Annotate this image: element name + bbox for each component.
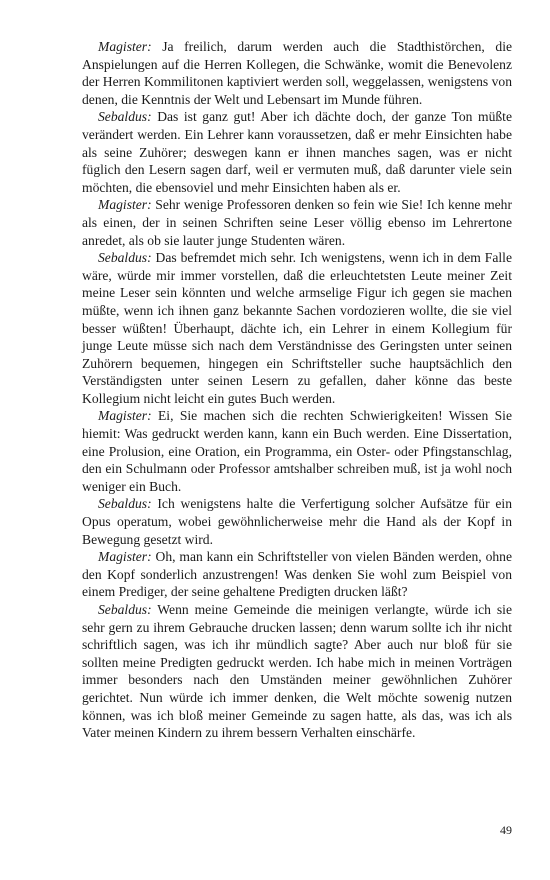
speaker-name: Sebaldus: (98, 250, 152, 266)
speaker-name: Magister: (98, 549, 152, 565)
dialogue-paragraph (82, 196, 512, 249)
dialogue-paragraph (82, 601, 512, 742)
speaker-name: Sebaldus: (98, 109, 152, 125)
dialogue-text: Ja freilich, darum werden auch die Stadthistörchen, die Anspielungen auf die Herren Kollegen, die Schwänke, womit die Benevolenz der Herren Kommilitonen kaptiviert werden soll, weggelassen, wenigstens von denen, die Kenntnis der Welt und Lebensart im Munde führen. (82, 39, 512, 107)
dialogue-paragraph (82, 249, 512, 407)
dialogue-paragraph (82, 108, 512, 196)
speaker-name: Magister: (98, 39, 152, 54)
dialogue-text: Ei, Sie machen sich die rechten Schwierigkeiten! Wissen Sie hiemit: Was gedruckt werden kann, kann ein Buch werden. Eine Dissertation, eine Prolusion, eine Oration, ein Programma, ein Oster- oder Pfingstanschlag, den ein Schulmann oder Professor amtshalber schreiben muß, ist ja wohl noch weniger ein Buch. (82, 408, 512, 494)
page-number: 49 (500, 823, 512, 837)
dialogue-paragraph (82, 407, 512, 495)
speaker-name: Sebaldus: (98, 602, 152, 617)
speaker-name: Magister: (98, 197, 152, 213)
dialogue-paragraph (82, 38, 512, 108)
dialogue-text: Das ist ganz gut! Aber ich dächte doch, der ganze Ton müßte verändert werden. Ein Lehrer kann voraussetzen, daß er mehr Einsichten habe als seine Zuhörer; deswegen kann er ihnen manches sagen, was er nicht füglich den Lesern sagen darf, weil er vermuten muß, daß darunter viele sein möchten, die ebensoviel und mehr Einsichten haben als er. (82, 109, 512, 195)
page-body (82, 38, 512, 742)
dialogue-text: Wenn meine Gemeinde die meinigen verlangte, würde ich sie sehr gern zu ihrem Gebrauche drucken lassen; denn warum sollte ich ihr nicht schriftlich sagen, was ich ihr mündlich sagte? Aber auch nur bloß für sie sollten meine Predigten gedruckt werden. Ich habe mich in meinen Vorträgen immer besonders nach den Umständen meiner gewöhnlichen Zuhörer gerichtet. Nun würde ich immer denken, die Welt möchte sowenig nutzen können, was ich bloß meiner Gemeinde zu sagen hatte, als das, was ich als Vater meinen Kindern zu ihrem bessern Verhalten einschärfe. (82, 602, 512, 741)
dialogue-text: Oh, man kann ein Schriftsteller von vielen Bänden werden, ohne den Kopf sonderlich anzustrengen! Was denken Sie wohl zum Beispiel von einem Prediger, der seine gehaltene Predigten drucken läßt? (82, 549, 512, 600)
speaker-name: Magister: (98, 408, 152, 424)
dialogue-text: Das befremdet mich sehr. Ich wenigstens, wenn ich in dem Falle wäre, würde mir immer vorstellen, daß die erleuchtetsten Leute meiner Zeit meine Leser sein könnten und welche armselige Figur ich gegen sie machen müßte, wenn ich ihnen ganz bekannte Sachen vordozieren wollte, die sie viel besser wüßten! Überhaupt, dächte ich, ein Lehrer in einem Kollegium für junge Leute müsse sich nach dem Verständnisse des Geringsten unter seinen Zuhörern bequemen, hingegen ein Schriftsteller suche hauptsächlich den Verständigsten unter seinen Lesern zu gefallen, daher könne das beste Kollegium nicht leicht ein gutes Buch werden. (82, 250, 512, 406)
dialogue-paragraph (82, 495, 512, 548)
speaker-name: Sebaldus: (98, 496, 152, 512)
dialogue-paragraph (82, 548, 512, 601)
dialogue-text: Sehr wenige Professoren denken so fein wie Sie! Ich kenne mehr als einen, der in seinen Schriften seine Leser völlig ebenso im Lehrertone anredet, als ob sie lauter junge Studenten wären. (82, 197, 512, 248)
dialogue-text: Ich wenigstens halte die Verfertigung solcher Aufsätze für ein Opus operatum, wobei gewöhnlicherweise mehr die Hand als der Kopf in Bewegung gesetzt wird. (82, 496, 512, 547)
